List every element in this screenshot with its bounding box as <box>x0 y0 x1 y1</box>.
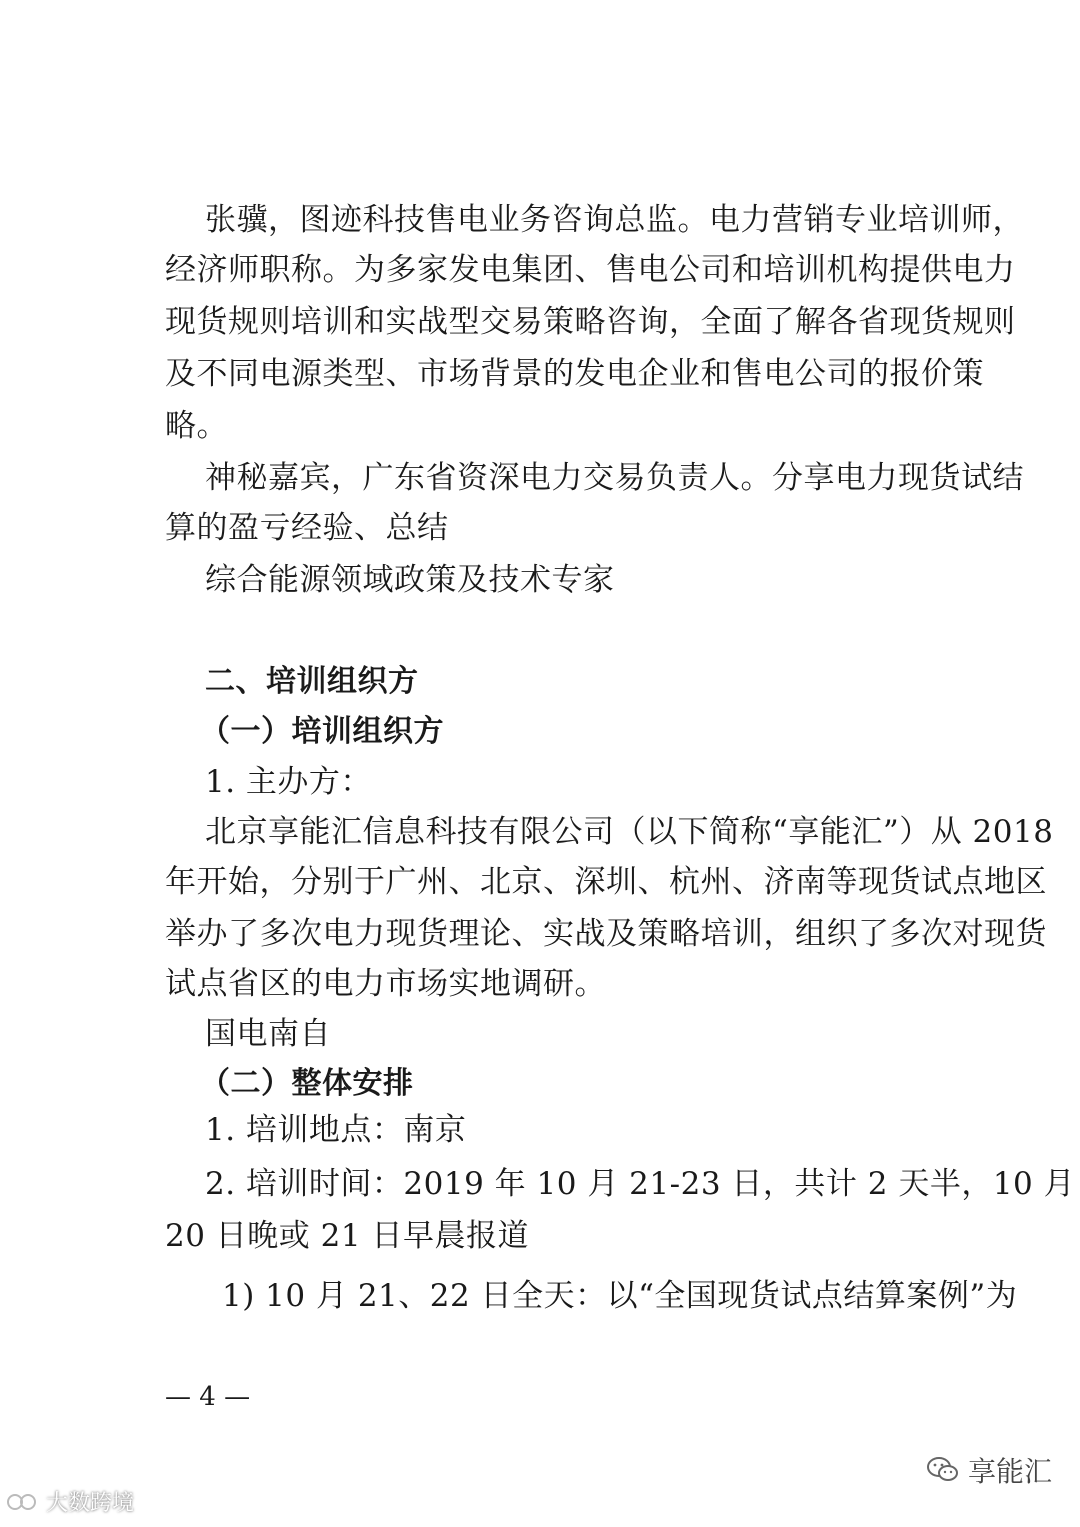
time-item-line: 2. 培训时间：2019 年 10 月 21-23 日，共计 2 天半，10 月 <box>205 1166 1076 1202</box>
guest-line: 算的盈亏经验、总结 <box>165 510 449 546</box>
page-number: — 4 — <box>165 1382 251 1412</box>
bio-line: 现货规则培训和实战型交易策略咨询，全面了解各省现货规则 <box>165 304 1016 340</box>
expert-line: 综合能源领域政策及技术专家 <box>205 562 615 598</box>
bio-line: 略。 <box>165 408 228 444</box>
source-watermark <box>6 1486 134 1517</box>
host-desc-line: 试点省区的电力市场实地调研。 <box>165 966 606 1002</box>
host-item: 1. 主办方： <box>205 764 372 800</box>
bio-line: 经济师职称。为多家发电集团、售电公司和培训机构提供电力 <box>165 252 1016 288</box>
wechat-watermark <box>926 1450 1052 1490</box>
place-item: 1. 培训地点：南京 <box>205 1112 467 1148</box>
subsection-heading: （二）整体安排 <box>200 1066 414 1101</box>
subsection-heading: （一）培训组织方 <box>200 714 444 749</box>
guest-line: 神秘嘉宾，广东省资深电力交易负责人。分享电力现货试结 <box>205 460 1024 496</box>
wechat-icon <box>926 1455 960 1485</box>
host-desc-line: 年开始，分别于广州、北京、深圳、杭州、济南等现货试点地区 <box>165 864 1047 900</box>
section-heading: 二、培训组织方 <box>205 664 419 699</box>
host-desc-line: 举办了多次电力现货理论、实战及策略培训，组织了多次对现货 <box>165 916 1047 952</box>
time-item-line: 20 日晚或 21 日早晨报道 <box>165 1218 529 1254</box>
co-organizer: 国电南自 <box>205 1016 331 1052</box>
source-watermark-label: 大数跨境 <box>46 1491 135 1516</box>
schedule-item: 1) 10 月 21、22 日全天：以“全国现货试点结算案例”为 <box>222 1278 1018 1314</box>
bio-line: 张骥，图迹科技售电业务咨询总监。电力营销专业培训师， <box>205 202 1024 238</box>
bio-line: 及不同电源类型、市场背景的发电企业和售电公司的报价策 <box>165 356 984 392</box>
host-desc-line: 北京享能汇信息科技有限公司（以下简称“享能汇”）从 2018 <box>205 814 1054 850</box>
logo-icon <box>6 1491 40 1513</box>
wechat-account-name: 享能汇 <box>967 1455 1052 1488</box>
